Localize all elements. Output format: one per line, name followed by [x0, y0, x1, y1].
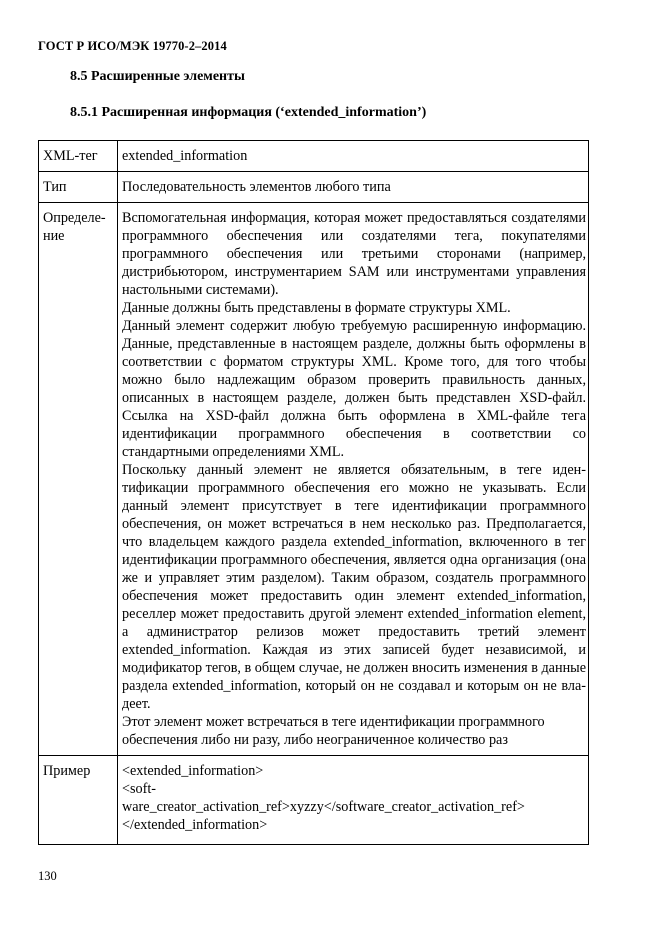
- spec-table: [38, 140, 589, 845]
- code-line: ware_creator_activation_ref>xyzzy</software_creator_activation_ref>: [122, 799, 525, 815]
- example-code: [118, 756, 589, 845]
- table-row-definition: [39, 203, 589, 756]
- page-number: 130: [38, 869, 57, 883]
- definition-paragraph: Вспомогательная информация, которая может предоставляться создателями программного обеспечения или создателями тега, покупателями программного обеспечения или третьими сторонами (например, дистрибьютором, инструментарием SAM или инструментами управления настольными системами).: [122, 210, 586, 298]
- row-label: XML-тег: [39, 141, 118, 172]
- table-row-xml-tag: [39, 141, 589, 172]
- document-header: ГОСТ Р ИСО/МЭК 19770-2–2014: [38, 39, 227, 53]
- definition-paragraph: Этот элемент может встречаться в теге идентификации программного обеспечения либо ни разу, либо неограниченное количество раз: [122, 714, 545, 748]
- row-value: extended_information: [118, 141, 589, 172]
- row-value: Последовательность элементов любого типа: [118, 172, 589, 203]
- row-label: Пример: [39, 756, 118, 845]
- section-title: 8.5 Расширенные элементы: [70, 69, 245, 84]
- definition-text: [118, 203, 589, 756]
- definition-paragraph: Данные должны быть представлены в формате структуры XML.: [122, 300, 511, 316]
- code-line: </extended_information>: [122, 817, 268, 833]
- subsection-title: 8.5.1 Расширенная информация (‘extended_information’): [70, 105, 427, 120]
- code-line: <soft-: [122, 781, 157, 797]
- definition-paragraph: Поскольку данный элемент не является обязательным, в теге идентификации программного обеспечения его можно не указывать. Если данный элемент присутствует в теге идентификации программного обеспечения, он может встречаться в нем несколько раз. Предполагается, что владельцем каждого раздела extended_information, включенного в тег идентификации программного обеспечения, является одна организация (она же и управляет этим разделом). Таким образом, создатель программного обеспечения может предоставить один элемент extended_information, реселлер может предоставить другой элемент extended_information element, а администратор релизов может предоставить третий элемент extended_information. Каждая из этих записей будет независимой, и модификатор тегов, в общем случае, не должен вносить изменения в данные раздела extended_information, который он не создавал и которым он не владеет.: [122, 462, 586, 712]
- table-row-type: [39, 172, 589, 203]
- code-line: <extended_information>: [122, 763, 264, 779]
- definition-label: Определе- ние: [43, 210, 106, 244]
- row-label: [39, 203, 118, 756]
- row-label: Тип: [39, 172, 118, 203]
- table-row-example: [39, 756, 589, 845]
- definition-paragraph: Данный элемент содержит любую требуемую расширенную информацию. Данные, представленные в настоящем разделе, должны быть оформлены в соответствии с форматом структуры XML. Кроме того, для того чтобы можно было надлежащим образом проверить правильность данных, описанных в настоящем разделе, должен быть представлен XSD-файл. Ссылка на XSD-файл должна быть оформлена в XML-файле тега идентификации программного обеспечения в соответствии со стандартными определениями XML.: [122, 318, 586, 460]
